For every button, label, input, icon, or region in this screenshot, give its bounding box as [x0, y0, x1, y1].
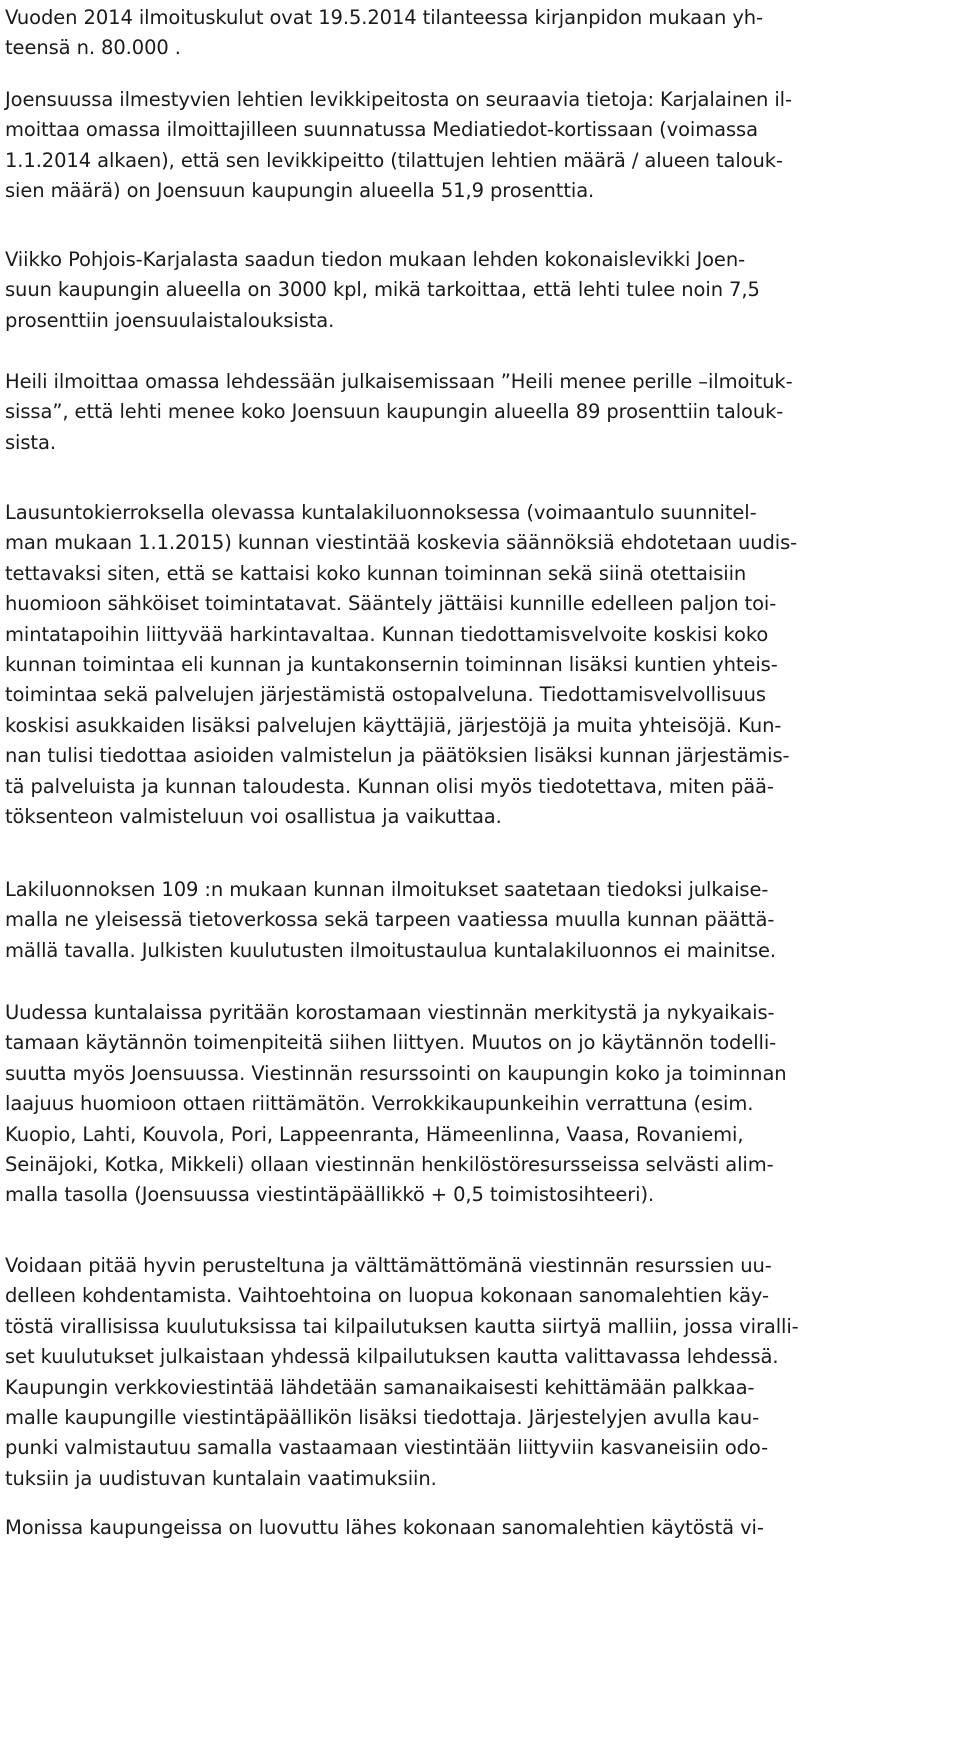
text-line: Monissa kaupungeissa on luovuttu lähes kokonaan sanomalehtien käytöstä vi- — [5, 1516, 764, 1539]
text-line: töksenteon valmisteluun voi osallistua ja vaikuttaa. — [5, 805, 502, 828]
text-line: Lakiluonnoksen 109 :n mukaan kunnan ilmoitukset saatetaan tiedoksi julkaise- — [5, 878, 769, 901]
text-line: Kaupungin verkkoviestintää lähdetään samanaikaisesti kehittämään palkkaa- — [5, 1375, 755, 1399]
text-line: moittaa omassa ilmoittajilleen suunnatussa Mediatiedot-kortissaan (voimassa — [5, 118, 758, 142]
text-line: koskisi asukkaiden lisäksi palvelujen käyttäjiä, järjestöjä ja muita yhteisöjä. Kun- — [5, 713, 782, 737]
text-line: laajuus huomioon ottaen riittämätön. Verrokkikaupunkeihin verrattuna (esim. — [5, 1092, 754, 1116]
text-line: punki valmistautuu samalla vastaamaan viestintään liittyviin kasvaneisiin odo- — [5, 1436, 769, 1460]
text-line: suun kaupungin alueella on 3000 kpl, mikä tarkoittaa, että lehti tulee noin 7,5 — [5, 278, 760, 302]
text-line: mintatapoihin liittyvää harkintavaltaa. Kunnan tiedottamisvelvoite koskisi koko — [5, 622, 769, 646]
text-line: tuksiin ja uudistuvan kuntalain vaatimuksiin. — [5, 1466, 437, 1490]
text-line: malla tasolla (Joensuussa viestintäpäällikkö + 0,5 toimistosihteeri). — [5, 1183, 655, 1207]
text-line: nan tulisi tiedottaa asioiden valmistelun ja päätöksien lisäksi kunnan järjestämis- — [5, 744, 790, 768]
text-line: tamaan käytännön toimenpiteitä siihen liittyen. Muutos on jo käytännön todelli- — [5, 1031, 777, 1055]
text-line: Kuopio, Lahti, Kouvola, Pori, Lappeenranta, Hämeenlinna, Vaasa, Rovaniemi, — [5, 1122, 744, 1146]
text-line: suutta myös Joensuussa. Viestinnän resurssointi on kaupungin koko ja toiminnan — [5, 1061, 787, 1085]
text-line: toimintaa sekä palvelujen järjestämistä ostopalveluna. Tiedottamisvelvollisuus — [5, 683, 766, 707]
text-line: Vuoden 2014 ilmoituskulut ovat 19.5.2014 tilanteessa kirjanpidon mukaan yh- — [5, 6, 763, 29]
text-line: kunnan toimintaa eli kunnan ja kuntakonsernin toiminnan lisäksi kuntien yhteis- — [5, 653, 778, 676]
text-line: mällä tavalla. Julkisten kuulutusten ilmoitustaulua kuntalakiluonnos ei mainitse. — [5, 938, 777, 962]
text-line: Uudessa kuntalaissa pyritään korostamaan viestinnän merkitystä ja nykyaikais- — [5, 1001, 775, 1024]
text-line: Heili ilmoittaa omassa lehdessään julkaisemissaan ”Heili menee perille –ilmoituk- — [5, 370, 793, 393]
text-line: man mukaan 1.1.2015) kunnan viestintää koskevia säännöksiä ehdotetaan uudis- — [5, 531, 798, 555]
text-line: Lausuntokierroksella olevassa kuntalakiluonnoksessa (voimaantulo suunnitel- — [5, 501, 757, 524]
text-line: 1.1.2014 alkaen), että sen levikkipeitto (tilattujen lehtien määrä / alueen talouk- — [5, 148, 783, 172]
text-line: delleen kohdentamista. Vaihtoehtoina on luopua kokonaan sanomalehtien käy- — [5, 1284, 769, 1308]
text-line: tä palveluista ja kunnan taloudesta. Kunnan olisi myös tiedotettava, miten pää- — [5, 774, 774, 798]
text-line: sien määrä) on Joensuun kaupungin alueella 51,9 prosenttia. — [5, 179, 595, 203]
text-line: sissa”, että lehti menee koko Joensuun kaupungin alueella 89 prosenttiin talouk- — [5, 400, 784, 424]
text-line: teensä n. 80.000 . — [5, 36, 181, 60]
text-line: sista. — [5, 430, 56, 454]
text-line: set kuulutukset julkaistaan yhdessä kilpailutuksen kautta valittavassa lehdessä. — [5, 1345, 779, 1369]
text-line: tettavaksi siten, että se kattaisi koko kunnan toiminnan sekä siinä otettaisiin — [5, 561, 747, 585]
text-line: Voidaan pitää hyvin perusteltuna ja välttämättömänä viestinnän resurssien uu- — [5, 1254, 772, 1277]
text-line: töstä virallisissa kuulutuksissa tai kilpailutuksen kautta siirtyä malliin, jossa viralli- — [5, 1314, 799, 1338]
text-line: Joensuussa ilmestyvien lehtien levikkipeitosta on seuraavia tietoja: Karjalainen il- — [5, 88, 792, 111]
text-line: huomioon sähköiset toimintatavat. Sääntely jättäisi kunnille edelleen paljon toi- — [5, 592, 777, 616]
text-line: malla ne yleisessä tietoverkossa sekä tarpeen vaatiessa muulla kunnan päättä- — [5, 908, 775, 932]
text-line: Seinäjoki, Kotka, Mikkeli) ollaan viestinnän henkilöstöresursseissa selvästi alim- — [5, 1153, 774, 1176]
text-line: Viikko Pohjois-Karjalasta saadun tiedon mukaan lehden kokonaislevikki Joen- — [5, 248, 746, 271]
text-line: malle kaupungille viestintäpäällikön lisäksi tiedottaja. Järjestelyjen avulla kau- — [5, 1406, 760, 1429]
text-line: prosenttiin joensuulaistalouksista. — [5, 308, 335, 332]
